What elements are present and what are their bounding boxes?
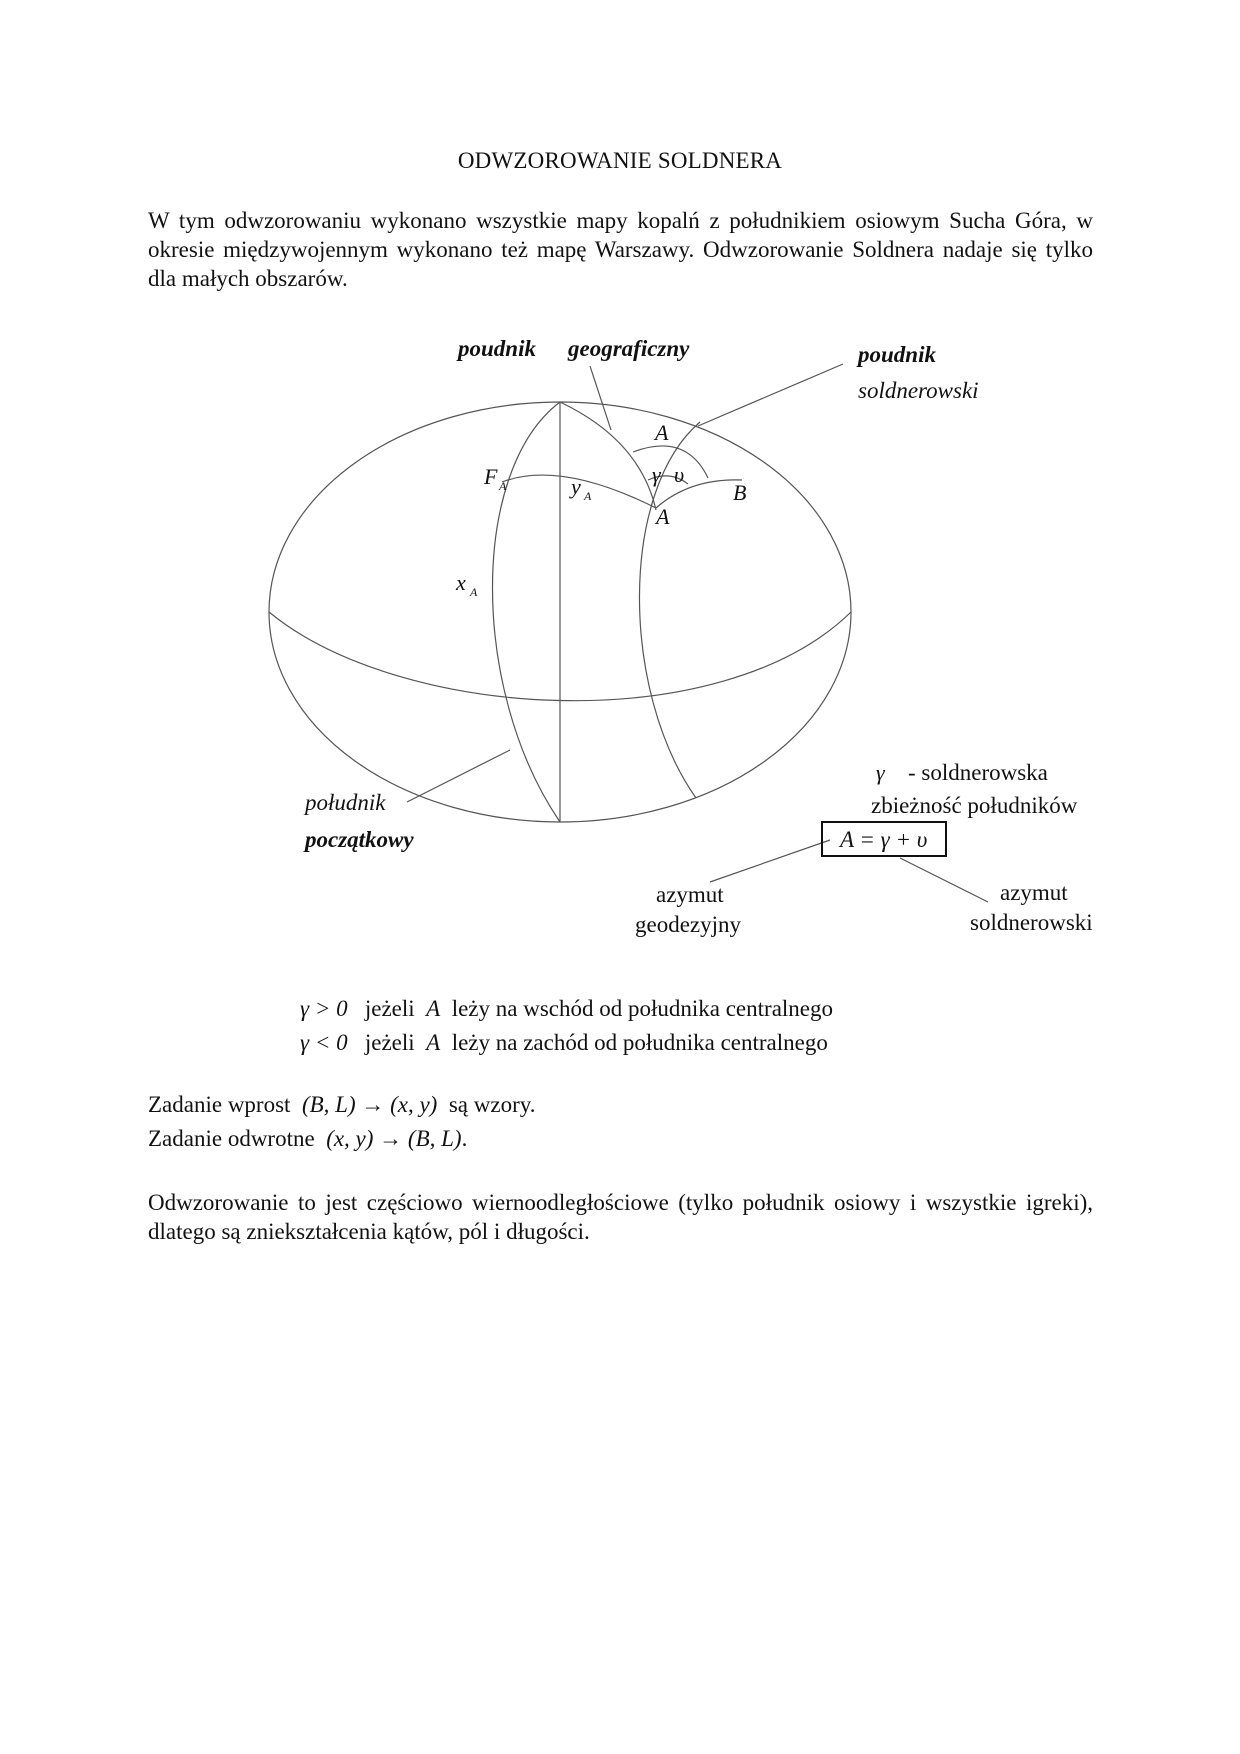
intro-paragraph: W tym odwzorowaniu wykonano wszystkie mapy kopalń z południkiem osiowym Sucha Góra, w okresie międzywojennym wykonano też mapę Warszawy. Odwzorowanie Soldnera nadaje się tylko dla małych obszarów. (148, 208, 1093, 291)
pointer-geodetic-azimuth (710, 840, 830, 882)
label-soldner-azimuth-1: azymut (1000, 880, 1068, 905)
task-direct-suffix: są wzory. (448, 1092, 536, 1117)
soldner-meridian-curve (639, 422, 700, 798)
condition-west-expr: γ < 0 (300, 1030, 348, 1055)
task-direct (148, 1092, 536, 1118)
label-formula: A = γ + υ (840, 827, 928, 852)
label-upsilon: υ (674, 462, 685, 487)
label-f-sub: A (499, 479, 507, 493)
label-b: B (733, 480, 747, 505)
condition-west (300, 1030, 828, 1056)
pointer-soldner (698, 364, 843, 426)
label-a-point: A (656, 504, 670, 529)
closing-paragraph: Odwzorowanie to jest częściowo wiernoodległościowe (tylko południk osiowy i wszystkie igreki), dlatego są zniekształcenia kątów, pól i długości. (148, 1190, 1093, 1244)
label-geo-meridian-2: geograficzny (568, 336, 690, 361)
task-direct-label: Zadanie wprost (148, 1092, 291, 1117)
condition-west-point: A (426, 1030, 441, 1055)
condition-east-point: A (426, 996, 441, 1021)
condition-east-text: leży na wschód od południka centralnego (451, 996, 833, 1021)
label-gamma-def-text2: zbieżność południków (871, 793, 1078, 818)
pointer-initial (407, 750, 510, 802)
angle-arc-outer (633, 446, 708, 478)
task-direct-expr: (B, L) → (x, y) (301, 1092, 438, 1117)
label-soldner-azimuth-2: soldnerowski (970, 910, 1093, 935)
condition-east-word: jeżeli (364, 996, 415, 1021)
condition-west-word: jeżeli (364, 1030, 415, 1055)
task-inverse-label: Zadanie odwrotne (148, 1126, 315, 1151)
label-sold-meridian-2: soldnerowski (858, 378, 979, 403)
label-y: y (571, 474, 581, 499)
label-initial-meridian-2: początkowy (305, 827, 414, 852)
task-inverse (148, 1126, 467, 1152)
label-x-sub: A (470, 585, 478, 599)
label-geodetic-azimuth-1: azymut (656, 882, 724, 907)
label-initial-meridian-1: południk (305, 790, 386, 815)
label-f: F (484, 464, 498, 489)
condition-east (300, 996, 833, 1022)
condition-west-text: leży na zachód od południka centralnego (451, 1030, 828, 1055)
task-inverse-expr: (x, y) → (B, L) (326, 1126, 462, 1151)
label-gamma-def-text: - soldnerowska (908, 760, 1048, 785)
label-sold-meridian-1: poudnik (858, 342, 936, 367)
pointer-soldner-azimuth (900, 858, 988, 902)
label-gamma-def-symbol: γ (876, 760, 885, 785)
label-geo-meridian-1: poudnik (458, 336, 536, 361)
initial-meridian-curve (493, 402, 561, 822)
label-a-top: A (655, 420, 669, 445)
label-geodetic-azimuth-2: geodezyjny (635, 912, 742, 937)
condition-east-expr: γ > 0 (300, 996, 348, 1021)
page-title: ODWZOROWANIE SOLDNERA (457, 148, 783, 173)
label-gamma: γ (652, 462, 661, 487)
label-y-sub: A (584, 489, 592, 503)
label-x: x (456, 570, 466, 595)
task-inverse-suffix: . (461, 1126, 468, 1151)
